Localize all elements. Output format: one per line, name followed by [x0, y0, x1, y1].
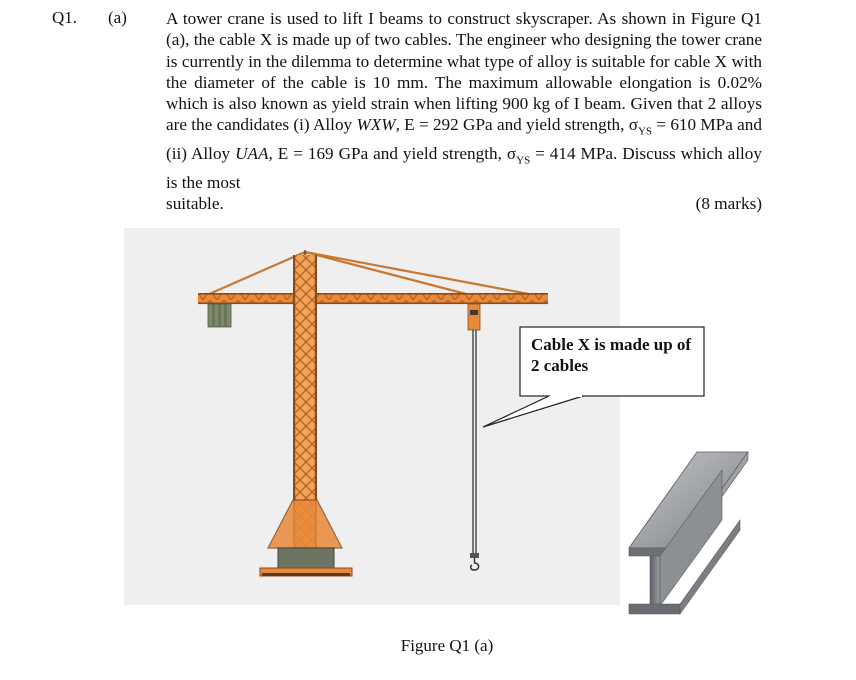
trolley — [468, 304, 480, 330]
figure-background — [124, 228, 620, 605]
figure-caption-text: Figure Q1 (a) — [400, 636, 494, 655]
question-part: (a) — [108, 8, 127, 27]
alloy2-props: , E = 169 GPa and yield strength, σ — [268, 144, 517, 164]
i-beam — [629, 452, 748, 614]
alloy2-value: = 414 MPa. Discuss which alloy is the most — [166, 144, 762, 192]
question-number: Q1. — [52, 8, 78, 27]
figure-caption — [0, 636, 856, 656]
alloy1-value: = 610 MPa and (ii) Alloy — [166, 115, 762, 164]
alloy1-sub: YS — [637, 125, 653, 138]
question-lead: A tower crane is used to lift I beams to construct skyscraper. As shown in Figure Q1 (a), the cable X is made up of two cables. The engineer who designing the tower crane is currently in the dilemma to determine what type of alloy is suitable for cable X with the diameter of the cable is 10 mm. The maximum allowable elongation is 0.02% which is also known as yield strain when lifting 900 kg of I beam. Given that 2 alloys are the candidates (i) Alloy — [166, 9, 762, 135]
alloy2-name: UAA — [235, 144, 269, 164]
question-last-line: suitable. — [166, 194, 224, 214]
alloy2-sub: YS — [516, 154, 531, 167]
crane-jib — [198, 293, 548, 304]
question-marks: (8 marks) — [695, 194, 762, 214]
callout-text: Cable X is made up of 2 cables — [531, 335, 692, 375]
alloy1-props: , E = 292 GPa and yield strength, σ — [395, 115, 638, 135]
alloy1-name: WXW — [356, 115, 396, 135]
